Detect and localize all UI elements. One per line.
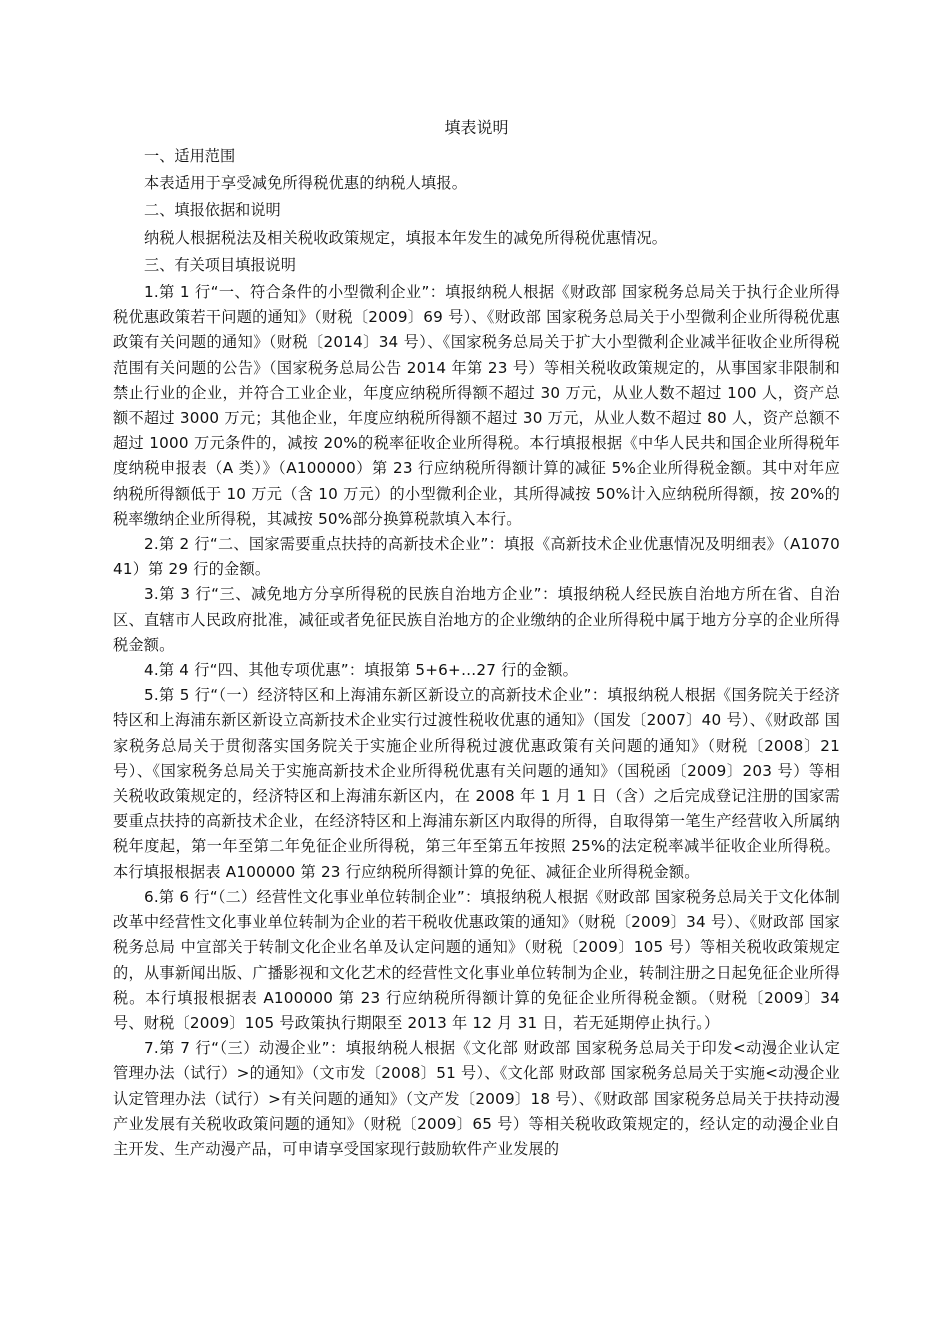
item-paragraph-3: 3.第 3 行“三、减免地方分享所得税的民族自治地方企业”：填报纳税人经民族自治地方所在省、自治区、直辖市人民政府批准，减征或者免征民族自治地方的企业缴纳的企业所得税中属于地方分享的企业所得税金额。 — [113, 585, 840, 654]
section-heading-items: 三、有关项目填报说明 — [144, 255, 296, 274]
document-title: 填表说明 — [444, 118, 509, 137]
item-paragraph-4: 4.第 4 行“四、其他专项优惠”：填报第 5+6+…27 行的金额。 — [144, 661, 579, 680]
item-paragraph-7: 7.第 7 行“（三）动漫企业”：填报纳税人根据《文化部 财政部 国家税务总局关于印发<动漫企业认定管理办法（试行）>的通知》（文市发〔2008〕51 号）、《文化部 财政部 国家税务总局关于实施<动漫企业认定管理办法（试行）>有关问题的通知》（文产发〔2009〕18 号）、《财政部 国家税务总局关于扶持动漫产业发展有关税收政策问题的通知》（财税〔2009〕65 号）等相关税收政策规定的，经认定的动漫企业自主开发、生产动漫产品，可申请享受国家现行鼓励软件产业发展的 — [113, 1039, 840, 1158]
section-text-scope: 本表适用于享受减免所得税优惠的纳税人填报。 — [144, 174, 468, 193]
document-page — [113, 116, 840, 1162]
item-paragraph-1: 1.第 1 行“一、符合条件的小型微利企业”：填报纳税人根据《财政部 国家税务总局关于执行企业所得税优惠政策若干问题的通知》（财税〔2009〕69 号）、《财政部 国家税务总局关于小型微利企业所得税优惠政策有关问题的通知》（财税〔2014〕34 号）、《国家税务总局关于扩大小型微利企业减半征收企业所得税范围有关问题的公告》（国家税务总局公告 2014 年第 23 号）等相关税收政策规定的，从事国家非限制和禁止行业的企业，并符合工业企业，年度应纳税所得额不超过 30 万元，从业人数不超过 100 人，资产总额不超过 3000 万元；其他企业，年度应纳税所得额不超过 30 万元，从业人数不超过 80 人，资产总额不超过 1000 万元条件的，减按 20%的税率征收企业所得税。本行填报根据《中华人民共和国企业所得税年度纳税申报表（A 类）》（A100000）第 23 行应纳税所得额计算的减征 5%企业所得税金额。其中对年应纳税所得额低于 10 万元（含 10 万元）的小型微利企业，其所得减按 50%计入应纳税所得额，按 20%的税率缴纳企业所得税，其减按 50%部分换算税款填入本行。 — [113, 283, 840, 528]
item-paragraph-5: 5.第 5 行“（一）经济特区和上海浦东新区新设立的高新技术企业”：填报纳税人根据《国务院关于经济特区和上海浦东新区新设立高新技术企业实行过渡性税收优惠的通知》（国发〔2007〕40 号）、《财政部 国家税务总局关于贯彻落实国务院关于实施企业所得税过渡优惠政策有关问题的通知》（财税〔2008〕21 号）、《国家税务总局关于实施高新技术企业所得税优惠有关问题的通知》（国税函〔2009〕203 号）等相关税收政策规定的，经济特区和上海浦东新区内，在 2008 年 1 月 1 日（含）之后完成登记注册的国家需要重点扶持的高新技术企业，在经济特区和上海浦东新区内取得的所得，自取得第一笔生产经营收入所属纳税年度起，第一年至第二年免征企业所得税，第三年至第五年按照 25%的法定税率减半征收企业所得税。本行填报根据表 A100000 第 23 行应纳税所得额计算的免征、减征企业所得税金额。 — [113, 686, 840, 881]
item-paragraph-6: 6.第 6 行“（二）经营性文化事业单位转制企业”：填报纳税人根据《财政部 国家税务总局关于文化体制改革中经营性文化事业单位转制为企业的若干税收优惠政策的通知》（财税〔2009〕34 号）、《财政部 国家税务总局 中宣部关于转制文化企业名单及认定问题的通知》（财税〔2009〕105 号）等相关税收政策规定的，从事新闻出版、广播影视和文化艺术的经营性文化事业单位转制为企业，转制注册之日起免征企业所得税。本行填报根据表 A100000 第 23 行应纳税所得额计算的免征企业所得税金额。（财税〔2009〕34 号、财税〔2009〕105 号政策执行期限至 2013 年 12 月 31 日，若无延期停止执行。） — [113, 887, 840, 1032]
section-text-basis: 纳税人根据税法及相关税收政策规定，填报本年发生的减免所得税优惠情况。 — [144, 228, 668, 247]
item-paragraph-2: 2.第 2 行“二、国家需要重点扶持的高新技术企业”：填报《高新技术企业优惠情况及明细表》（A107041）第 29 行的金额。 — [113, 535, 840, 579]
section-heading-basis: 二、填报依据和说明 — [144, 201, 281, 220]
section-heading-scope: 一、适用范围 — [144, 147, 236, 165]
